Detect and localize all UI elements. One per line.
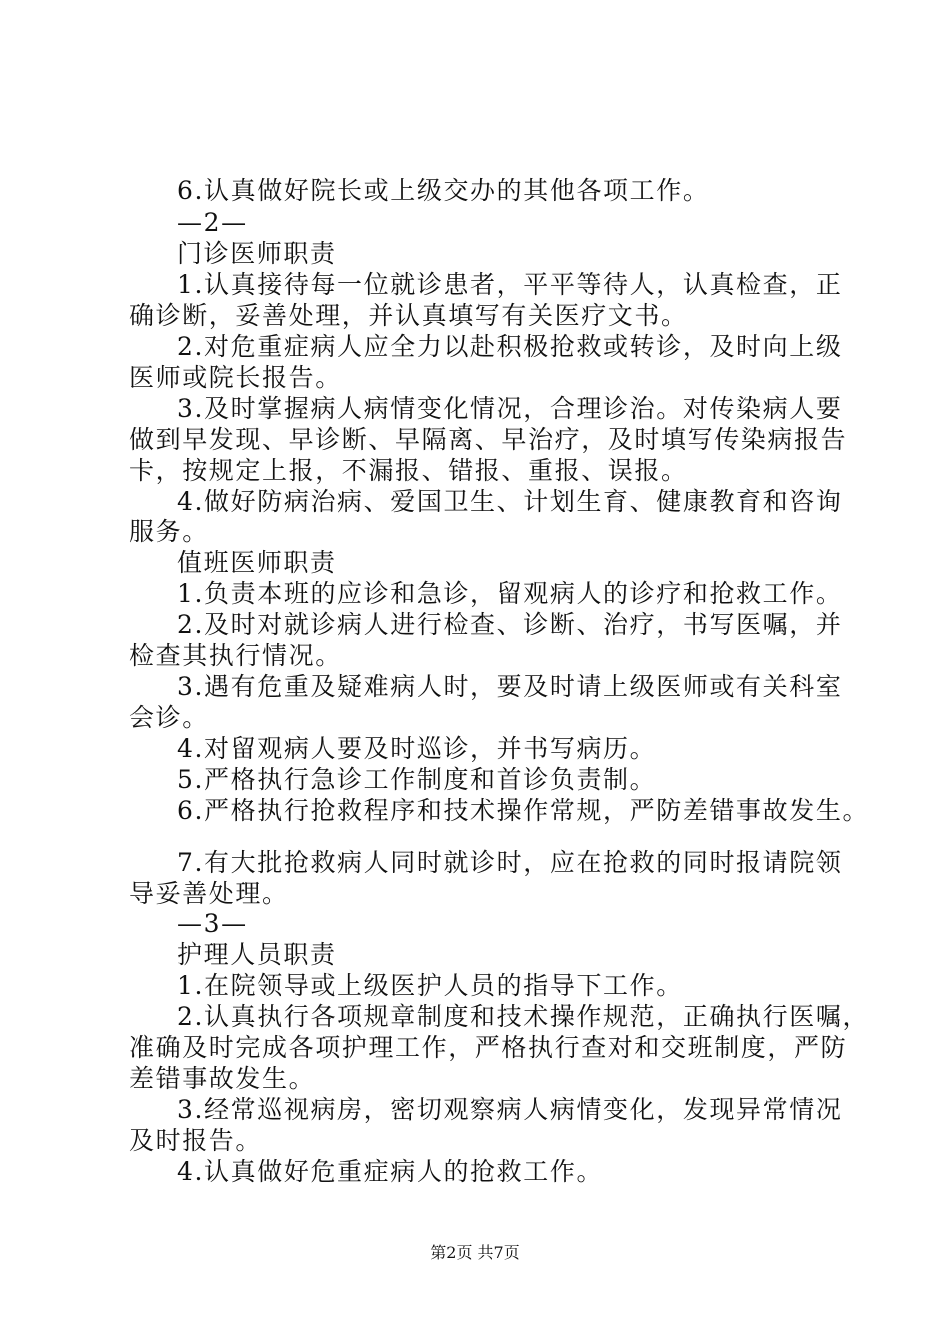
text-line: 1.在院领导或上级医护人员的指导下工作。 xyxy=(177,971,683,1000)
text-line: 3.经常巡视病房，密切观察病人病情变化，发现异常情况 xyxy=(177,1095,843,1124)
section-heading: 护理人员职责 xyxy=(177,940,337,969)
text-line: 3.遇有危重及疑难病人时，要及时请上级医师或有关科室 xyxy=(177,672,843,701)
text-line: 会诊。 xyxy=(129,703,209,732)
text-line: 服务。 xyxy=(129,517,209,546)
text-line: 2.认真执行各项规章制度和技术操作规范，正确执行医嘱， xyxy=(177,1002,870,1031)
text-line: 2.及时对就诊病人进行检查、诊断、治疗，书写医嘱，并 xyxy=(177,610,843,639)
text-line: 检查其执行情况。 xyxy=(129,641,342,670)
text-line: 导妥善处理。 xyxy=(129,879,289,908)
text-line: 及时报告。 xyxy=(129,1126,263,1155)
text-line: 6.认真做好院长或上级交办的其他各项工作。 xyxy=(177,176,710,205)
text-line: 4.做好防病治病、爱国卫生、计划生育、健康教育和咨询 xyxy=(177,487,843,516)
text-line: 1.负责本班的应诊和急诊，留观病人的诊疗和抢救工作。 xyxy=(177,579,843,608)
text-line: 1.认真接待每一位就诊患者，平平等待人，认真检查，正 xyxy=(177,270,843,299)
text-line: 差错事故发生。 xyxy=(129,1064,316,1093)
text-line: 做到早发现、早诊断、早隔离、早治疗，及时填写传染病报告 xyxy=(129,425,848,454)
text-line: 卡，按规定上报，不漏报、错报、重报、误报。 xyxy=(129,456,688,485)
section-heading: 值班医师职责 xyxy=(177,548,337,577)
page-separator: —3— xyxy=(177,909,248,938)
page-footer: 第2页 共7页 xyxy=(430,1243,520,1262)
text-line: 医师或院长报告。 xyxy=(129,363,342,392)
text-line: 准确及时完成各项护理工作，严格执行查对和交班制度，严防 xyxy=(129,1033,848,1062)
text-line: 3.及时掌握病人病情变化情况，合理诊治。对传染病人要 xyxy=(177,394,843,423)
text-line: 5.严格执行急诊工作制度和首诊负责制。 xyxy=(177,765,657,794)
text-line: 4.认真做好危重症病人的抢救工作。 xyxy=(177,1157,604,1186)
section-heading: 门诊医师职责 xyxy=(177,239,337,268)
text-line: 确诊断，妥善处理，并认真填写有关医疗文书。 xyxy=(129,301,688,330)
page-separator: —2— xyxy=(177,208,248,237)
text-line: 7.有大批抢救病人同时就诊时，应在抢救的同时报请院领 xyxy=(177,848,843,877)
text-line: 4.对留观病人要及时巡诊，并书写病历。 xyxy=(177,734,657,763)
text-line: 6.严格执行抢救程序和技术操作常规，严防差错事故发生。 xyxy=(177,796,870,825)
text-line: 2.对危重症病人应全力以赴积极抢救或转诊，及时向上级 xyxy=(177,332,843,361)
